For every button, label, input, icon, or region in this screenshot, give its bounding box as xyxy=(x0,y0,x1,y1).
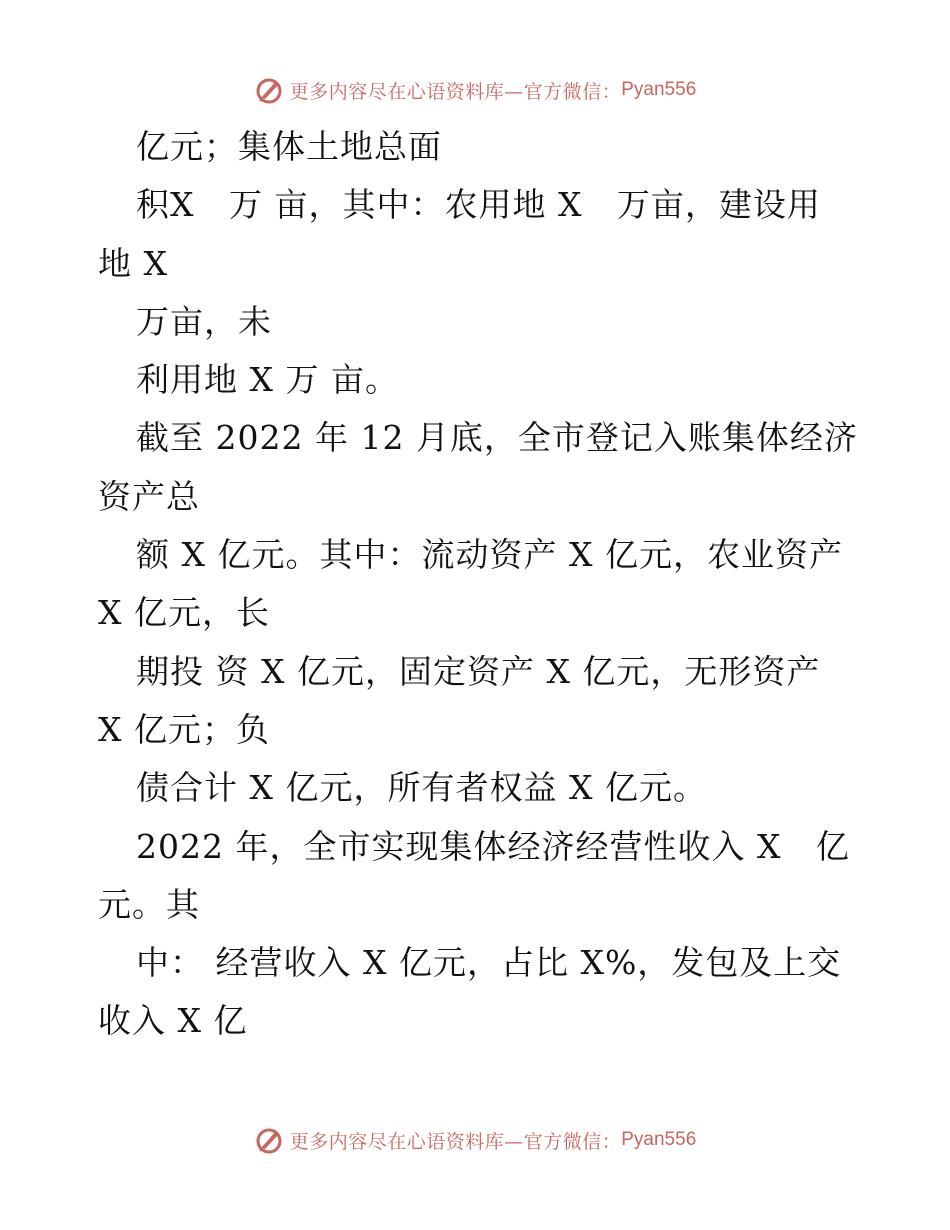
body-line: 积X 万 亩，其中：农用地 X 万亩，建设用 xyxy=(136,185,821,225)
quill-pen-circle-icon xyxy=(254,1125,284,1155)
body-line: 期投 资 X 亿元，固定资产 X 亿元，无形资产 xyxy=(136,651,821,691)
body-line: 截至 2022 年 12 月底，全市登记入账集体经济 xyxy=(136,418,858,458)
body-line: 元。其 xyxy=(98,884,200,924)
header-wechat-id: Pyan556 xyxy=(621,79,697,100)
body-line: 地 X xyxy=(98,243,168,283)
body-line: 万亩，未 xyxy=(136,301,272,341)
body-line: 债合计 X 亿元，所有者权益 X 亿元。 xyxy=(136,768,707,808)
footer-site-text: 更多内容尽在心语资料库—官方微信： xyxy=(289,1130,622,1153)
footer-banner xyxy=(0,1120,950,1160)
body-line: X 亿元；负 xyxy=(98,709,270,749)
body-line: 额 X 亿元。其中：流动资产 X 亿元，农业资产 xyxy=(136,535,843,575)
body-line: X 亿元，长 xyxy=(98,593,270,633)
body-line: 2022 年，全市实现集体经济经营性收入 X 亿 xyxy=(136,826,850,866)
quill-pen-circle-icon xyxy=(254,75,284,105)
footer-wechat-id: Pyan556 xyxy=(621,1129,697,1150)
header-banner xyxy=(0,70,950,110)
body-line: 亿元；集体土地总面 xyxy=(136,127,442,166)
body-line: 资产总 xyxy=(98,476,200,516)
header-site-text: 更多内容尽在心语资料库—官方微信： xyxy=(289,80,622,103)
body-line: 利用地 X 万 亩。 xyxy=(136,360,399,400)
body-line: 收入 X 亿 xyxy=(98,1001,248,1041)
body-line: 中： 经营收入 X 亿元，占比 X%，发包及上交 xyxy=(136,943,842,983)
document-body xyxy=(98,118,858,1051)
